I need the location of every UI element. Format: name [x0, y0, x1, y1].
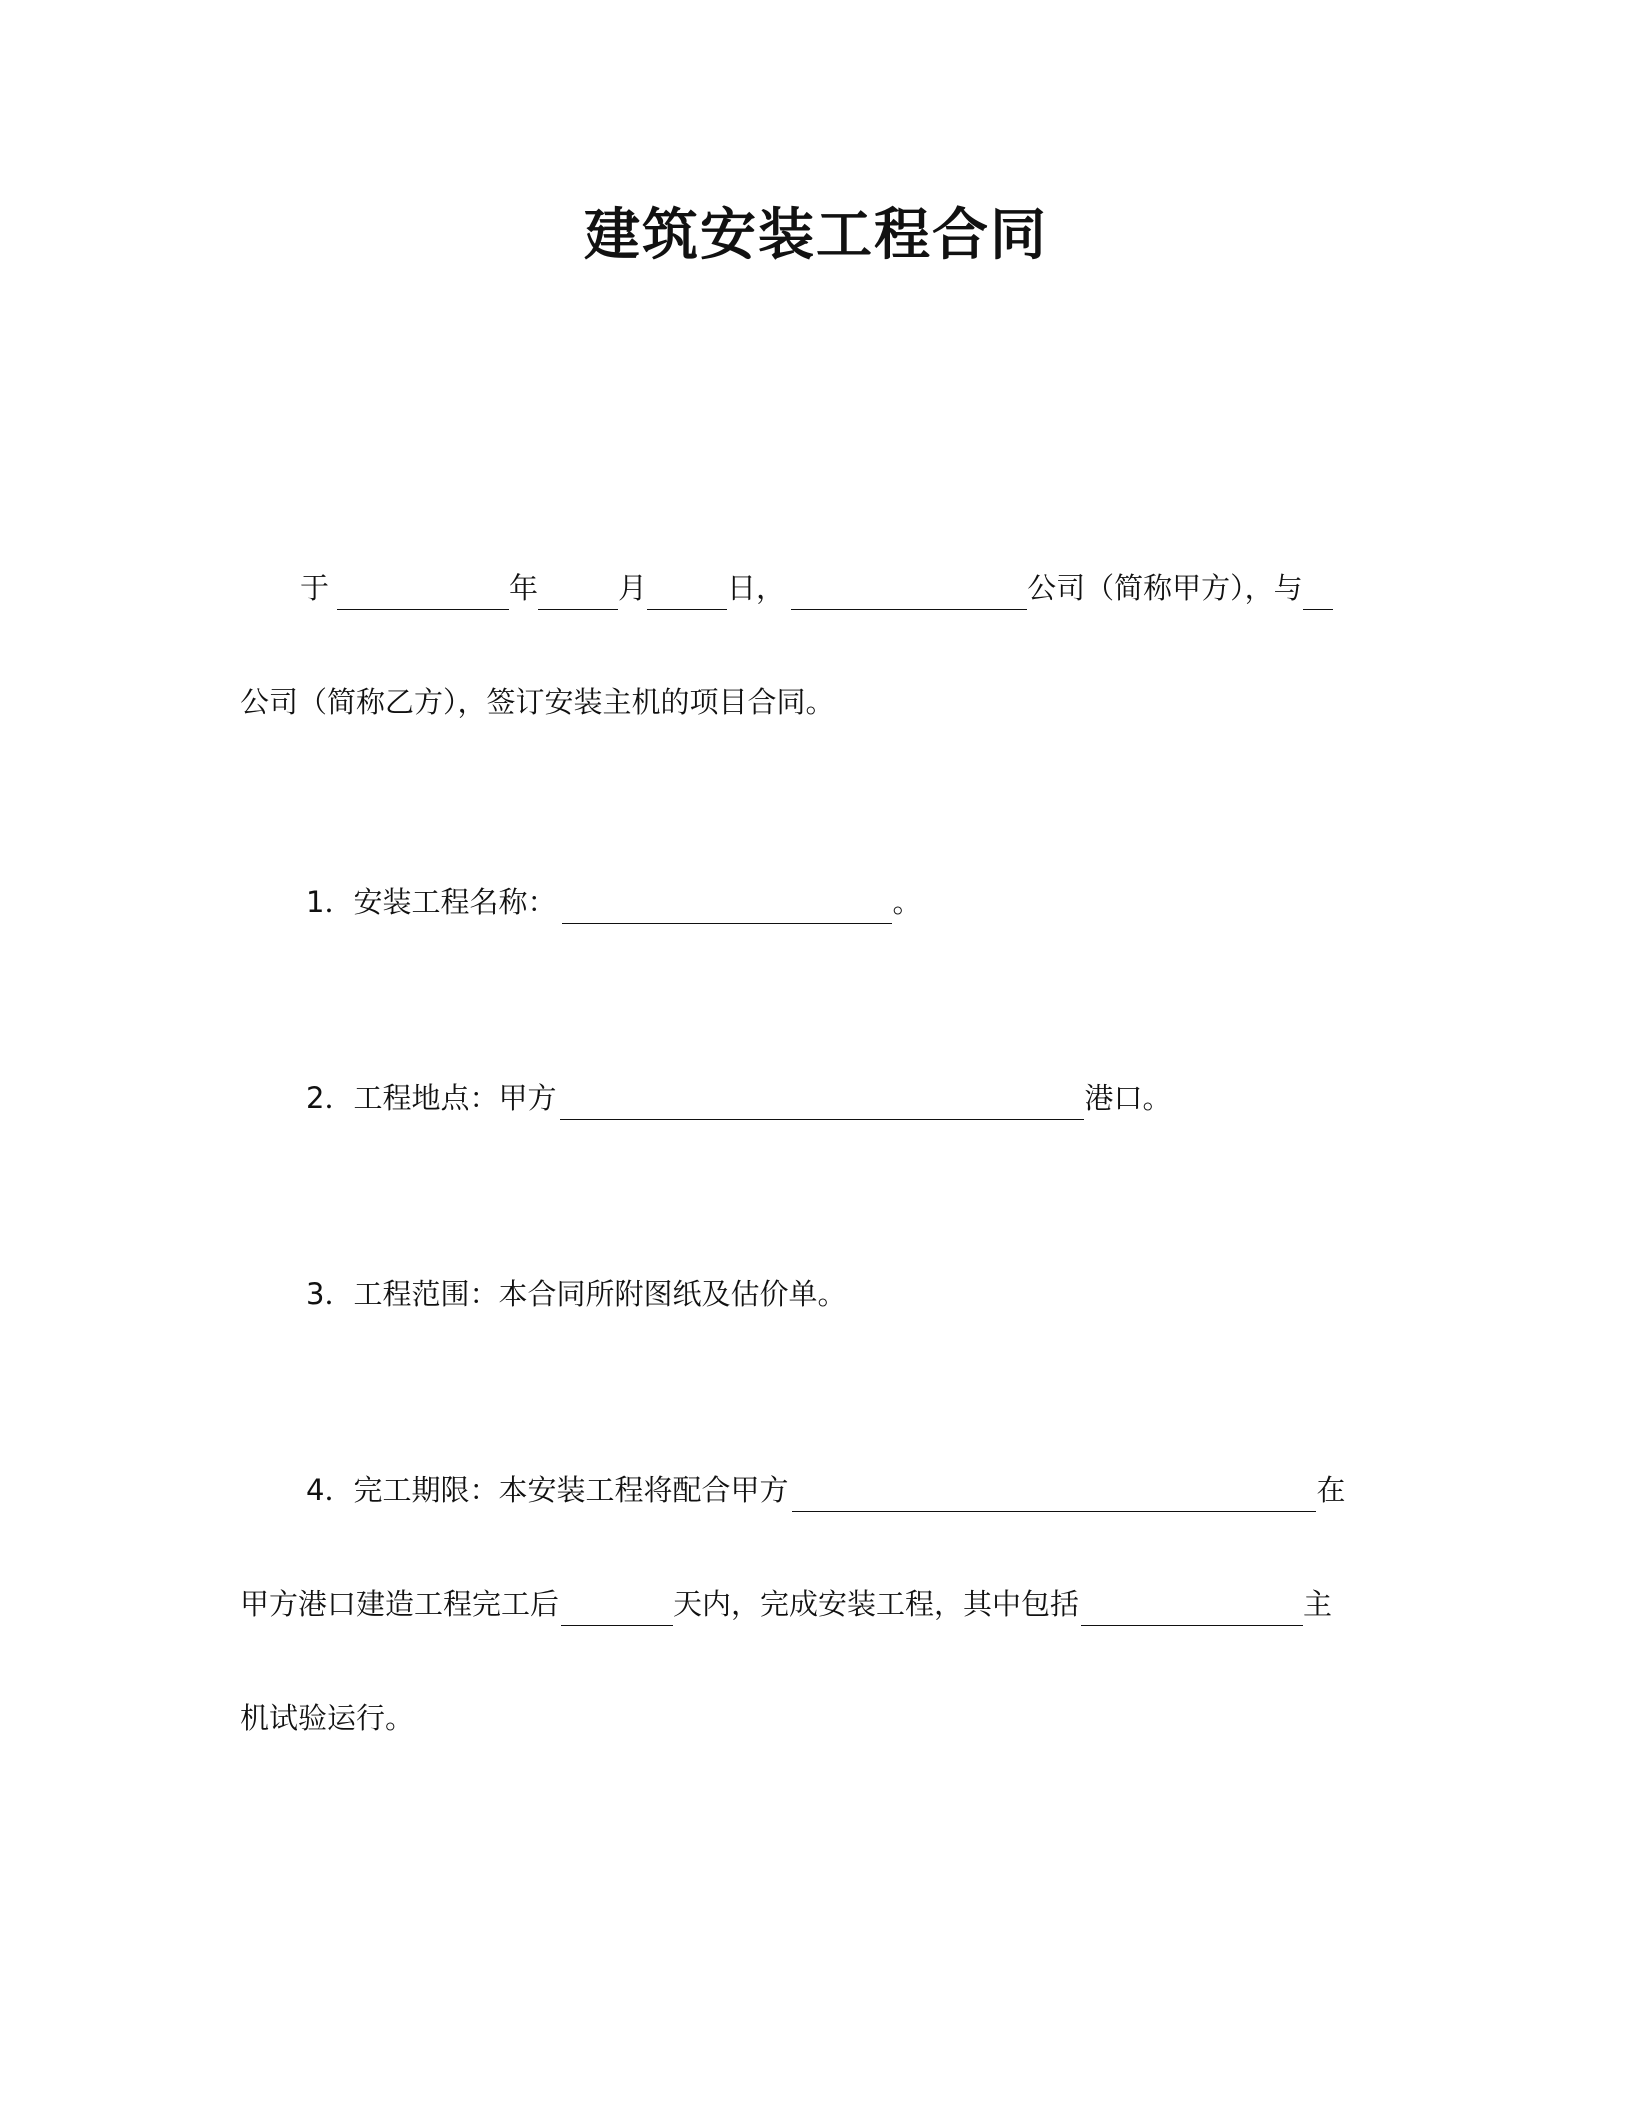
blank-location-field[interactable] — [560, 1089, 1084, 1120]
item-4-line-2-c: 主 — [1303, 1587, 1333, 1621]
item-4-label: 4．完工期限：本安装工程将配合甲方 — [306, 1473, 789, 1507]
blank-days-field[interactable] — [561, 1595, 673, 1626]
blank-month-field[interactable] — [538, 579, 618, 610]
intro-party-b-label: 公司（简称乙方），签订安装主机的项目合同。 — [240, 685, 835, 719]
item-4-line-3-text: 机试验运行。 — [240, 1701, 415, 1735]
item-4-zai: 在 — [1316, 1473, 1346, 1507]
item-1-label: 1．安装工程名称： — [306, 885, 557, 919]
item-4-line-3 — [240, 1696, 414, 1740]
blank-project-name-field[interactable] — [562, 893, 892, 924]
item-3-project-scope — [306, 1272, 846, 1316]
intro-line-1 — [300, 566, 1333, 610]
intro-nian: 年 — [509, 571, 539, 605]
blank-coordination-field[interactable] — [792, 1481, 1316, 1512]
item-4-line-2 — [240, 1582, 1332, 1626]
blank-party-a-field[interactable] — [791, 579, 1027, 610]
intro-line-2 — [240, 680, 835, 724]
item-2-label: 2．工程地点：甲方 — [306, 1081, 557, 1115]
document-title: 建筑安装工程合同 — [584, 203, 1048, 268]
item-4-line-2-a: 甲方港口建造工程完工后 — [240, 1587, 560, 1621]
item-1-end: 。 — [892, 885, 922, 919]
intro-yue: 月 — [618, 571, 648, 605]
item-2-project-location — [306, 1076, 1171, 1120]
item-4-line-2-b: 天内，完成安装工程，其中包括 — [673, 1587, 1080, 1621]
intro-ri: 日， — [727, 571, 786, 605]
item-3-text: 3．工程范围：本合同所附图纸及估价单。 — [306, 1277, 847, 1311]
item-4-line-1 — [306, 1468, 1345, 1512]
blank-year-field[interactable] — [337, 579, 509, 610]
intro-party-a-label: 公司（简称甲方），与 — [1027, 571, 1303, 605]
item-1-project-name — [306, 880, 921, 924]
blank-party-b-field[interactable] — [1303, 579, 1333, 610]
blank-including-field[interactable] — [1081, 1595, 1303, 1626]
blank-day-field[interactable] — [647, 579, 727, 610]
item-2-end: 港口。 — [1084, 1081, 1172, 1115]
intro-yu: 于 — [300, 571, 330, 605]
